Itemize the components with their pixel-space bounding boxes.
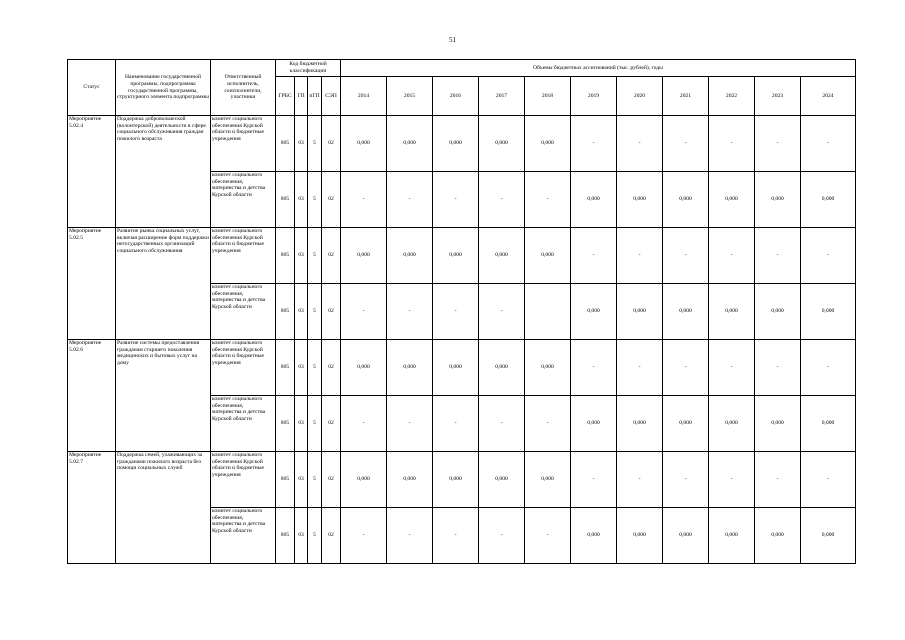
value-cell: - bbox=[709, 116, 755, 172]
code-cell: 805 bbox=[276, 116, 295, 172]
value-cell: 0,000 bbox=[341, 228, 387, 284]
code-cell: 5 bbox=[308, 396, 322, 452]
value-cell: - bbox=[709, 340, 755, 396]
header-year: 2024 bbox=[801, 77, 856, 116]
header-code: СЭП bbox=[322, 77, 341, 116]
value-cell: 0,000 bbox=[433, 452, 479, 508]
code-cell: 02 bbox=[322, 172, 341, 228]
value-cell: 0,000 bbox=[755, 396, 801, 452]
header-year: 2022 bbox=[709, 77, 755, 116]
value-cell: - bbox=[755, 228, 801, 284]
value-cell: 0,000 bbox=[479, 340, 525, 396]
header-code: ГП bbox=[295, 77, 308, 116]
code-cell: 03 bbox=[295, 508, 308, 564]
value-cell: - bbox=[341, 172, 387, 228]
responsible-cell: комитет социального обеспечения, материнства и детства Курской области bbox=[211, 172, 276, 228]
value-cell: 0,000 bbox=[479, 228, 525, 284]
value-cell: 0,000 bbox=[755, 172, 801, 228]
value-cell: - bbox=[479, 284, 525, 340]
code-cell: 03 bbox=[295, 116, 308, 172]
value-cell: - bbox=[709, 452, 755, 508]
value-cell: - bbox=[571, 340, 617, 396]
header-code: пГП bbox=[308, 77, 322, 116]
value-cell: 0,000 bbox=[525, 228, 571, 284]
measure-name: Развитие системы предоставления гражданам старшего поколения медицинских и бытовых услуг на дому bbox=[116, 340, 211, 452]
code-cell: 02 bbox=[322, 284, 341, 340]
page-number: 51 bbox=[449, 36, 456, 44]
value-cell: 0,000 bbox=[709, 172, 755, 228]
code-cell: 5 bbox=[308, 116, 322, 172]
value-cell: 0,000 bbox=[341, 340, 387, 396]
value-cell: - bbox=[525, 396, 571, 452]
value-cell: - bbox=[387, 284, 433, 340]
value-cell: - bbox=[341, 396, 387, 452]
measure-status: Мероприятие 5.02.6 bbox=[68, 340, 116, 452]
header-year: 2015 bbox=[387, 77, 433, 116]
value-cell: 0,000 bbox=[341, 452, 387, 508]
value-cell: - bbox=[479, 396, 525, 452]
header-year: 2019 bbox=[571, 77, 617, 116]
measure-status: Мероприятие 5.02.5 bbox=[68, 228, 116, 340]
header-status: Статус bbox=[68, 60, 116, 116]
value-cell: - bbox=[663, 116, 709, 172]
value-cell: - bbox=[663, 340, 709, 396]
code-cell: 5 bbox=[308, 340, 322, 396]
responsible-cell: комитет социального обеспечения Курской области и бюджетные учреждения bbox=[211, 340, 276, 396]
value-cell: - bbox=[387, 396, 433, 452]
header-year: 2023 bbox=[755, 77, 801, 116]
value-cell: - bbox=[801, 340, 856, 396]
value-cell: - bbox=[617, 340, 663, 396]
value-cell: 0,000 bbox=[709, 284, 755, 340]
value-cell: - bbox=[709, 228, 755, 284]
value-cell: 0,000 bbox=[479, 452, 525, 508]
header-year: 2021 bbox=[663, 77, 709, 116]
value-cell: 0,000 bbox=[617, 172, 663, 228]
value-cell: 0,000 bbox=[525, 452, 571, 508]
value-cell: 0,000 bbox=[617, 396, 663, 452]
value-cell bbox=[525, 284, 571, 340]
value-cell: - bbox=[341, 284, 387, 340]
code-cell: 805 bbox=[276, 396, 295, 452]
value-cell: - bbox=[433, 508, 479, 564]
value-cell: 0,000 bbox=[387, 116, 433, 172]
value-cell: 0,000 bbox=[341, 116, 387, 172]
code-cell: 5 bbox=[308, 284, 322, 340]
code-cell: 5 bbox=[308, 508, 322, 564]
code-cell: 02 bbox=[322, 228, 341, 284]
value-cell: 0,000 bbox=[571, 284, 617, 340]
code-cell: 805 bbox=[276, 340, 295, 396]
value-cell: - bbox=[801, 452, 856, 508]
value-cell: - bbox=[571, 452, 617, 508]
value-cell: 0,000 bbox=[663, 172, 709, 228]
value-cell: 0,000 bbox=[709, 396, 755, 452]
table-row bbox=[68, 116, 856, 172]
value-cell: 0,000 bbox=[387, 452, 433, 508]
value-cell: 0,000 bbox=[801, 172, 856, 228]
value-cell: 0,000 bbox=[387, 228, 433, 284]
value-cell: - bbox=[525, 508, 571, 564]
value-cell: - bbox=[617, 116, 663, 172]
value-cell: 0,000 bbox=[709, 508, 755, 564]
header-name: Наименование государственной программы, подпрограммы государственной программы, структурного элемента подпрограммы bbox=[116, 60, 211, 116]
responsible-cell: комитет социального обеспечения Курской области и бюджетные учреждения bbox=[211, 116, 276, 172]
code-cell: 02 bbox=[322, 508, 341, 564]
value-cell: - bbox=[571, 228, 617, 284]
value-cell: 0,000 bbox=[433, 116, 479, 172]
table-row bbox=[68, 340, 856, 396]
code-cell: 03 bbox=[295, 284, 308, 340]
header-code-group: Код бюджетной классификации bbox=[276, 60, 341, 77]
value-cell: 0,000 bbox=[663, 508, 709, 564]
value-cell: 0,000 bbox=[801, 508, 856, 564]
header-year: 2014 bbox=[341, 77, 387, 116]
header-year: 2020 bbox=[617, 77, 663, 116]
value-cell: - bbox=[617, 452, 663, 508]
value-cell: - bbox=[755, 340, 801, 396]
value-cell: - bbox=[479, 508, 525, 564]
header-year: 2016 bbox=[433, 77, 479, 116]
value-cell: - bbox=[387, 172, 433, 228]
value-cell: - bbox=[571, 116, 617, 172]
code-cell: 02 bbox=[322, 116, 341, 172]
code-cell: 5 bbox=[308, 228, 322, 284]
value-cell: 0,000 bbox=[755, 284, 801, 340]
table-row bbox=[68, 228, 856, 284]
value-cell: 0,000 bbox=[755, 508, 801, 564]
code-cell: 805 bbox=[276, 452, 295, 508]
value-cell: 0,000 bbox=[617, 284, 663, 340]
header-year: 2017 bbox=[479, 77, 525, 116]
value-cell: - bbox=[801, 116, 856, 172]
header-responsible: Ответственный исполнитель, соисполнители, участники bbox=[211, 60, 276, 116]
code-cell: 03 bbox=[295, 172, 308, 228]
value-cell: 0,000 bbox=[387, 340, 433, 396]
value-cell: 0,000 bbox=[525, 340, 571, 396]
value-cell: - bbox=[433, 396, 479, 452]
code-cell: 03 bbox=[295, 340, 308, 396]
code-cell: 02 bbox=[322, 340, 341, 396]
responsible-cell: комитет социального обеспечения, материнства и детства Курской области bbox=[211, 508, 276, 564]
header-year: 2018 bbox=[525, 77, 571, 116]
measure-status: Мероприятие 5.02.7 bbox=[68, 452, 116, 564]
value-cell: 0,000 bbox=[801, 284, 856, 340]
code-cell: 02 bbox=[322, 396, 341, 452]
code-cell: 03 bbox=[295, 396, 308, 452]
value-cell: - bbox=[801, 228, 856, 284]
responsible-cell: комитет социального обеспечения Курской области и бюджетные учреждения bbox=[211, 452, 276, 508]
measure-status: Мероприятие 5.02.4 bbox=[68, 116, 116, 228]
value-cell: 0,000 bbox=[663, 396, 709, 452]
value-cell: - bbox=[479, 172, 525, 228]
value-cell: - bbox=[755, 452, 801, 508]
value-cell: 0,000 bbox=[433, 340, 479, 396]
measure-name: Развитие рынка социальных услуг, включая расширение форм поддержки негосударственных организаций социального обслуживания bbox=[116, 228, 211, 340]
responsible-cell: комитет социального обеспечения, материнства и детства Курской области bbox=[211, 284, 276, 340]
value-cell: 0,000 bbox=[801, 396, 856, 452]
value-cell: - bbox=[387, 508, 433, 564]
code-cell: 805 bbox=[276, 284, 295, 340]
code-cell: 805 bbox=[276, 508, 295, 564]
value-cell: 0,000 bbox=[663, 284, 709, 340]
value-cell: - bbox=[663, 452, 709, 508]
value-cell: - bbox=[341, 508, 387, 564]
value-cell: 0,000 bbox=[571, 172, 617, 228]
budget-table bbox=[67, 59, 856, 564]
value-cell: - bbox=[617, 228, 663, 284]
value-cell: 0,000 bbox=[525, 116, 571, 172]
value-cell: - bbox=[755, 116, 801, 172]
code-cell: 805 bbox=[276, 172, 295, 228]
value-cell: 0,000 bbox=[433, 228, 479, 284]
code-cell: 805 bbox=[276, 228, 295, 284]
header-volumes-group: Объемы бюджетных ассигнований (тыс. рублей), годы bbox=[341, 60, 856, 77]
code-cell: 02 bbox=[322, 452, 341, 508]
code-cell: 5 bbox=[308, 172, 322, 228]
value-cell: 0,000 bbox=[479, 116, 525, 172]
budget-table-body bbox=[68, 116, 856, 564]
value-cell: 0,000 bbox=[617, 508, 663, 564]
code-cell: 5 bbox=[308, 452, 322, 508]
value-cell: - bbox=[433, 172, 479, 228]
table-row bbox=[68, 452, 856, 508]
value-cell: - bbox=[525, 172, 571, 228]
value-cell: 0,000 bbox=[571, 396, 617, 452]
responsible-cell: комитет социального обеспечения Курской области и бюджетные учреждения bbox=[211, 228, 276, 284]
measure-name: Поддержка семей, ухаживающих за гражданами пожилого возраста без помощи социальных служб bbox=[116, 452, 211, 564]
value-cell: 0,000 bbox=[571, 508, 617, 564]
value-cell: - bbox=[663, 228, 709, 284]
code-cell: 03 bbox=[295, 228, 308, 284]
measure-name: Поддержка добровольческой (волонтерской) деятельности в сфере социального обслуживания граждан пожилого возраста bbox=[116, 116, 211, 228]
header-code: ГРБС bbox=[276, 77, 295, 116]
code-cell: 03 bbox=[295, 452, 308, 508]
responsible-cell: комитет социального обеспечения, материнства и детства Курской области bbox=[211, 396, 276, 452]
value-cell: - bbox=[433, 284, 479, 340]
